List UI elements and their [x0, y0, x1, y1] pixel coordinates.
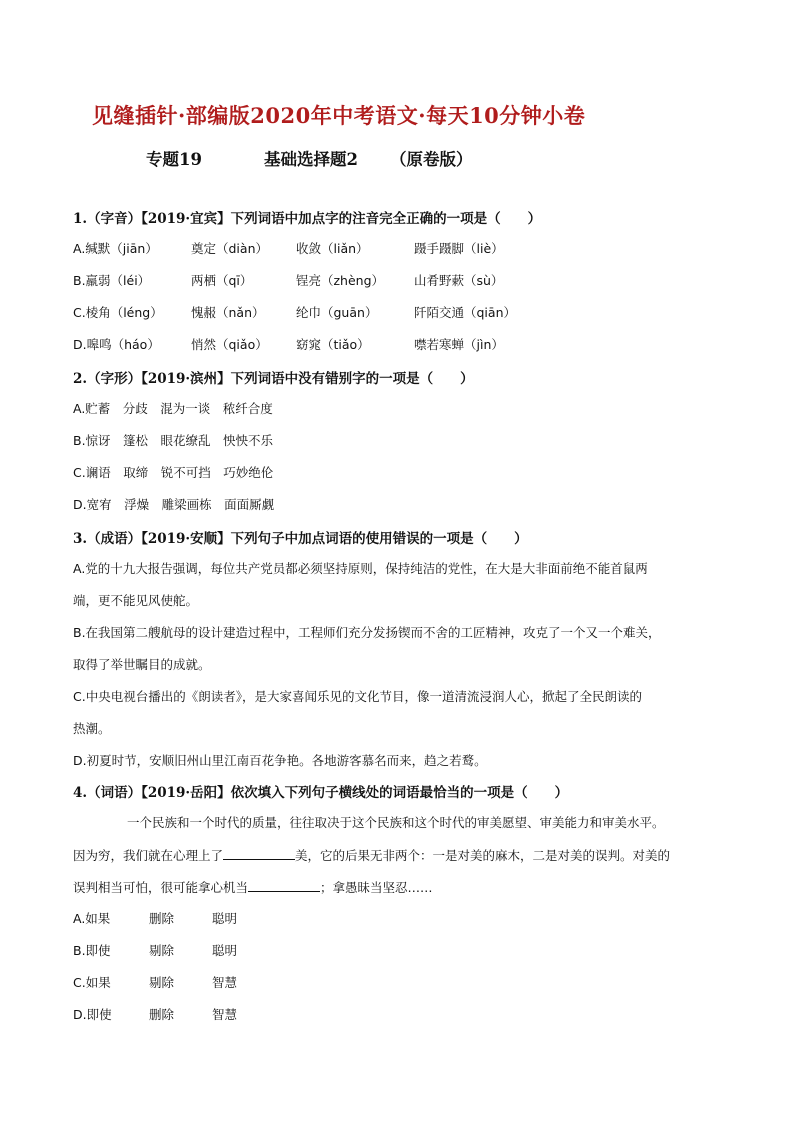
question-3-option-a-line-1: A.党的十九大报告强调，每位共产党员都必须坚持原则，保持纯洁的党性，在大是大非面前绝不能首鼠两 [73, 561, 648, 576]
passage-text: 美，它的后果无非两个：一是对美的麻木，二是对美的误判。对美的 [295, 848, 671, 863]
option-cell: D.嗥鸣（háo） [73, 337, 160, 352]
topic-name: 基础选择题2 [264, 150, 358, 169]
option-cell: B.即使 [73, 943, 111, 958]
question-1-option-b [73, 271, 733, 291]
question-1-option-d [73, 335, 733, 355]
question-2-option-a: A.贮蓄 分歧 混为一谈 秾纤合度 [73, 401, 273, 416]
topic-number: 专题19 [146, 150, 202, 169]
option-cell: 奠定（diàn） [191, 241, 268, 256]
question-2-option-c: C.谰语 取缔 锐不可挡 巧妙绝伦 [73, 465, 274, 480]
option-cell: 聪明 [212, 943, 238, 958]
option-cell: A.如果 [73, 911, 111, 926]
question-2-option-d: D.宽宥 浮燥 雕梁画栋 面面厮觑 [73, 497, 275, 512]
question-3-option-a-line-2: 端，更不能见风使舵。 [73, 593, 199, 608]
question-3-option-b-line-1: B.在我国第二艘航母的设计建造过程中，工程师们充分发扬锲而不舍的工匠精神，攻克了一个又一个难关， [73, 625, 661, 640]
option-cell: 聪明 [212, 911, 238, 926]
option-cell: 收敛（liǎn） [296, 241, 369, 256]
question-4-passage-line-3 [73, 877, 433, 896]
option-cell: 纶巾（guān） [296, 305, 378, 320]
fill-blank-2 [248, 877, 320, 892]
option-cell: 阡陌交通（qiān） [414, 305, 516, 320]
option-cell: 智慧 [212, 975, 238, 990]
option-cell: 剔除 [149, 943, 175, 958]
option-cell: A.缄默（jiān） [73, 241, 158, 256]
edition-label: （原卷版） [390, 150, 473, 169]
fill-blank-1 [223, 845, 295, 860]
option-cell: 智慧 [212, 1007, 238, 1022]
option-cell: 两栖（qī） [191, 273, 253, 288]
option-cell: 悄然（qiǎo） [191, 337, 268, 352]
question-4-stem: 4.（词语）【2019·岳阳】依次填入下列句子横线处的词语最恰当的一项是（ ） [73, 785, 569, 801]
document-subtitle [146, 146, 646, 170]
question-3-stem: 3.（成语）【2019·安顺】下列句子中加点词语的使用错误的一项是（ ） [73, 531, 528, 547]
option-cell: 窈窕（tiǎo） [296, 337, 370, 352]
question-1-stem: 1.（字音）【2019·宜宾】下列词语中加点字的注音完全正确的一项是（ ） [73, 211, 542, 227]
option-cell: 剔除 [149, 975, 175, 990]
question-3-option-c-line-1: C.中央电视台播出的《朗读者》，是大家喜闻乐见的文化节目，像一道清流浸润人心，掀起了全民朗读的 [73, 689, 642, 704]
question-3-option-c-line-2: 热潮。 [73, 721, 111, 736]
option-cell: 删除 [149, 911, 175, 926]
question-4-option-c [73, 973, 373, 993]
passage-text: 因为穷，我们就在心理上了 [73, 848, 224, 863]
question-4-passage-line-2 [73, 845, 670, 864]
option-cell: 锃亮（zhèng） [296, 273, 385, 288]
question-4-option-a [73, 909, 373, 929]
option-cell: 蹑手蹑脚（liè） [414, 241, 504, 256]
question-2-option-b: B.惊讶 篷松 眼花缭乱 怏怏不乐 [73, 433, 274, 448]
question-4-option-d [73, 1005, 373, 1025]
question-3-option-d: D.初夏时节，安顺旧州山里江南百花争艳。各地游客慕名而来，趋之若鹜。 [73, 753, 487, 768]
question-4-option-b [73, 941, 373, 961]
question-3-option-b-line-2: 取得了举世瞩目的成就。 [73, 657, 211, 672]
passage-text: ；拿愚昧当坚忍…… [320, 880, 433, 895]
option-cell: C.棱角（léng） [73, 305, 163, 320]
option-cell: 愧赧（nǎn） [191, 305, 265, 320]
option-cell: C.如果 [73, 975, 111, 990]
option-cell: D.即使 [73, 1007, 112, 1022]
option-cell: B.羸弱（léi） [73, 273, 151, 288]
passage-text: 误判相当可怕，很可能拿心机当 [73, 880, 249, 895]
question-1-option-a [73, 239, 733, 259]
question-4-passage-line-1: 一个民族和一个时代的质量，往往取决于这个民族和这个时代的审美愿望、审美能力和审美水平。 [127, 815, 665, 830]
option-cell: 噤若寒蝉（jìn） [414, 337, 504, 352]
question-1-option-c [73, 303, 733, 323]
option-cell: 山肴野蔌（sù） [414, 273, 504, 288]
option-cell: 删除 [149, 1007, 175, 1022]
document-title: 见缝插针·部编版2020年中考语文·每天10分钟小卷 [92, 103, 586, 128]
question-2-stem: 2.（字形）【2019·滨州】下列词语中没有错别字的一项是（ ） [73, 371, 474, 387]
